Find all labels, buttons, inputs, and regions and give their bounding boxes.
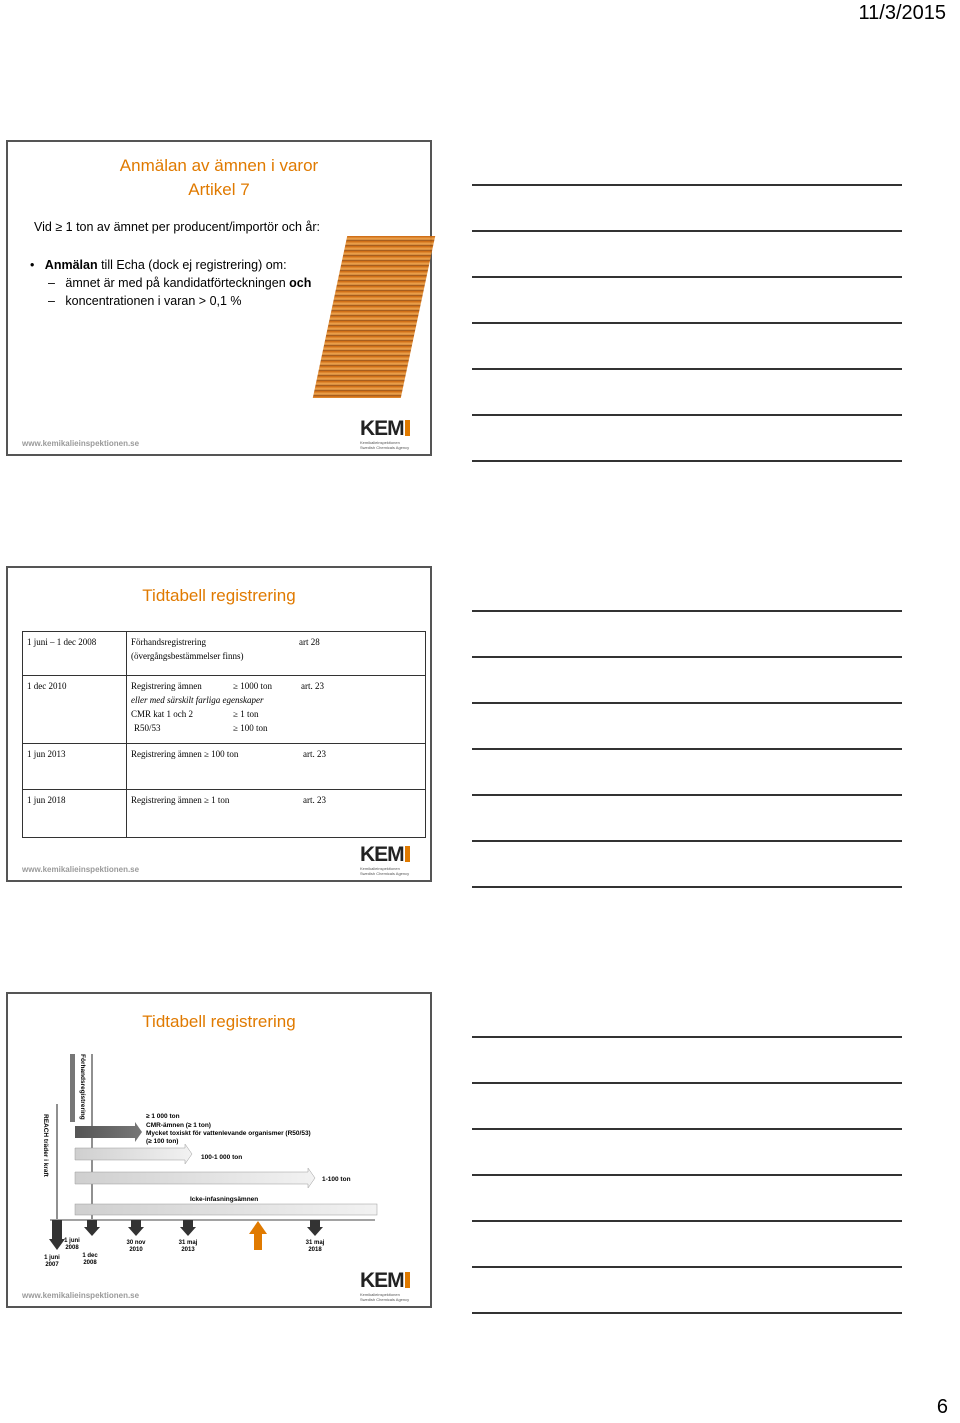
date-3-a: 1 dec: [82, 1253, 98, 1259]
row-2-ton4: ≥ 100 ton: [233, 723, 268, 733]
date-1-a: 1 juni: [44, 1255, 60, 1261]
row-2-line4: R50/53: [134, 723, 161, 733]
timeline-diagram: [30, 1044, 390, 1274]
table-row: [23, 632, 426, 676]
date-6-b: 2018: [308, 1247, 322, 1253]
table-cell-date: 1 juni – 1 dec 2008: [23, 632, 127, 676]
slide-1-title-line1: Anmälan av ämnen i varor: [119, 156, 319, 175]
row-3-line1: Registrering ämnen ≥ 100 ton: [131, 749, 239, 759]
row-2-line1: Registrering ämnen: [131, 681, 202, 691]
kemi-logo-sub1: Kemikalieinspektionen: [360, 440, 400, 445]
label-b1: ≥ 1 000 ton: [146, 1113, 180, 1120]
slide-1: [6, 140, 432, 456]
bar-icke-infasning: [75, 1204, 377, 1215]
current-date-arrow: [249, 1221, 267, 1250]
kemi-logo-text: KEM: [360, 417, 404, 440]
row-2-art: art. 23: [301, 681, 324, 691]
row-4-art: art. 23: [303, 795, 326, 805]
date-2-a: 1 juni: [64, 1238, 80, 1244]
header-date: 11/3/2015: [858, 2, 946, 24]
bullet-bold: Anmälan: [44, 258, 98, 272]
slide-1-intro: Vid ≥ 1 ton av ämnet per producent/importör och år:: [34, 220, 320, 234]
date-2-b: 2008: [65, 1245, 79, 1251]
table-cell-date: 1 jun 2013: [23, 744, 127, 790]
table-row: [23, 676, 426, 744]
bullet-sub-1-text: ämnet är med på kandidatförteckningen: [65, 276, 290, 290]
slide-3: [6, 992, 432, 1308]
bullet-sub-1-bold: och: [289, 276, 312, 290]
slide-2: [6, 566, 432, 882]
label-b2: CMR-ämnen (≥ 1 ton): [146, 1122, 211, 1129]
label-b3: Mycket toxiskt för vattenlevande organismer (R50/53): [146, 1130, 311, 1137]
slide-2-title: Tidtabell registrering: [142, 586, 296, 605]
row-1-art: art 28: [299, 637, 320, 647]
arrow-1-100-ton: [75, 1168, 315, 1188]
row-1-line2: (övergångsbestämmelser finns): [131, 651, 244, 661]
table-cell-desc: [127, 744, 426, 790]
kemi-logo-sub2: Swedish Chemicals Agency: [360, 871, 410, 876]
slide-1-bullets: [30, 256, 311, 310]
row-2-ton: ≥ 1000 ton: [233, 681, 272, 691]
row-1-line1: Förhandsregistrering: [131, 637, 206, 647]
reach-label: REACH träder i kraft: [42, 1114, 49, 1177]
slide-1-title-line2: Artikel 7: [188, 180, 250, 199]
page-number: 6: [936, 1396, 948, 1418]
footer-url: www.kemikalieinspektionen.se: [22, 1291, 140, 1300]
label-b6: 1-100 ton: [322, 1176, 351, 1183]
row-2-line2: eller med särskilt farliga egenskaper: [131, 695, 264, 705]
row-3-art: art. 23: [303, 749, 326, 759]
bullet-main: • Anmälan till Echa (dock ej registrering) om:: [30, 258, 287, 272]
kemi-logo: [360, 418, 418, 450]
label-b4: (≥ 100 ton): [146, 1138, 179, 1145]
kemi-logo: [360, 1270, 418, 1302]
row-2-ton3: ≥ 1 ton: [233, 709, 259, 719]
table-cell-desc: [127, 676, 426, 744]
table-cell-desc: [127, 790, 426, 838]
kemi-logo-text: KEM: [360, 843, 404, 866]
notes-lines-2: [472, 610, 902, 932]
kemi-logo-sub1: Kemikalieinspektionen: [360, 866, 400, 871]
kemi-logo: [360, 844, 418, 876]
bullet-sub-1: – ämnet är med på kandidatförteckningen och: [48, 276, 312, 290]
notes-lines-3: [472, 1036, 902, 1358]
slide-3-title: Tidtabell registrering: [142, 1012, 296, 1031]
table-row: [23, 790, 426, 838]
date-5-b: 2013: [181, 1247, 195, 1253]
date-1-b: 2007: [45, 1262, 59, 1268]
arrow-1000-ton: [75, 1122, 142, 1142]
schedule-table: [22, 631, 426, 838]
slide-1-title: [8, 154, 430, 202]
label-b5: 100-1 000 ton: [201, 1154, 243, 1161]
bullet-sub-2-text: koncentrationen i varan > 0,1 %: [65, 294, 242, 308]
decorative-stripes-image: [313, 236, 435, 398]
table-row: [23, 744, 426, 790]
table-cell-date: 1 jun 2018: [23, 790, 127, 838]
table-cell-desc: [127, 632, 426, 676]
date-6-a: 31 maj: [305, 1240, 325, 1246]
bullet-rest: till Echa (dock ej registrering) om:: [97, 258, 287, 272]
footer-url: www.kemikalieinspektionen.se: [22, 439, 140, 448]
date-4-a: 30 nov: [126, 1240, 146, 1246]
footer-url: www.kemikalieinspektionen.se: [22, 865, 140, 874]
date-3-b: 2008: [83, 1260, 97, 1266]
row-2-line3: CMR kat 1 och 2: [131, 709, 193, 719]
bullet-sub-2: – koncentrationen i varan > 0,1 %: [48, 294, 242, 308]
table-cell-date: 1 dec 2010: [23, 676, 127, 744]
arrow-100-1000-ton: [75, 1144, 192, 1164]
forhands-bar: [70, 1054, 75, 1122]
kemi-logo-text: KEM: [360, 1269, 404, 1292]
forhands-label: Förhandsregistrering: [79, 1054, 86, 1120]
kemi-logo-sub2: Swedish Chemicals Agency: [360, 1297, 410, 1302]
date-5-a: 31 maj: [178, 1240, 198, 1246]
date-4-b: 2010: [129, 1247, 143, 1253]
kemi-logo-sub1: Kemikalieinspektionen: [360, 1292, 400, 1297]
label-b7: Icke-infasningsämnen: [190, 1196, 259, 1203]
row-4-line1: Registrering ämnen ≥ 1 ton: [131, 795, 230, 805]
kemi-logo-sub2: Swedish Chemicals Agency: [360, 445, 410, 450]
notes-lines-1: [472, 184, 902, 506]
